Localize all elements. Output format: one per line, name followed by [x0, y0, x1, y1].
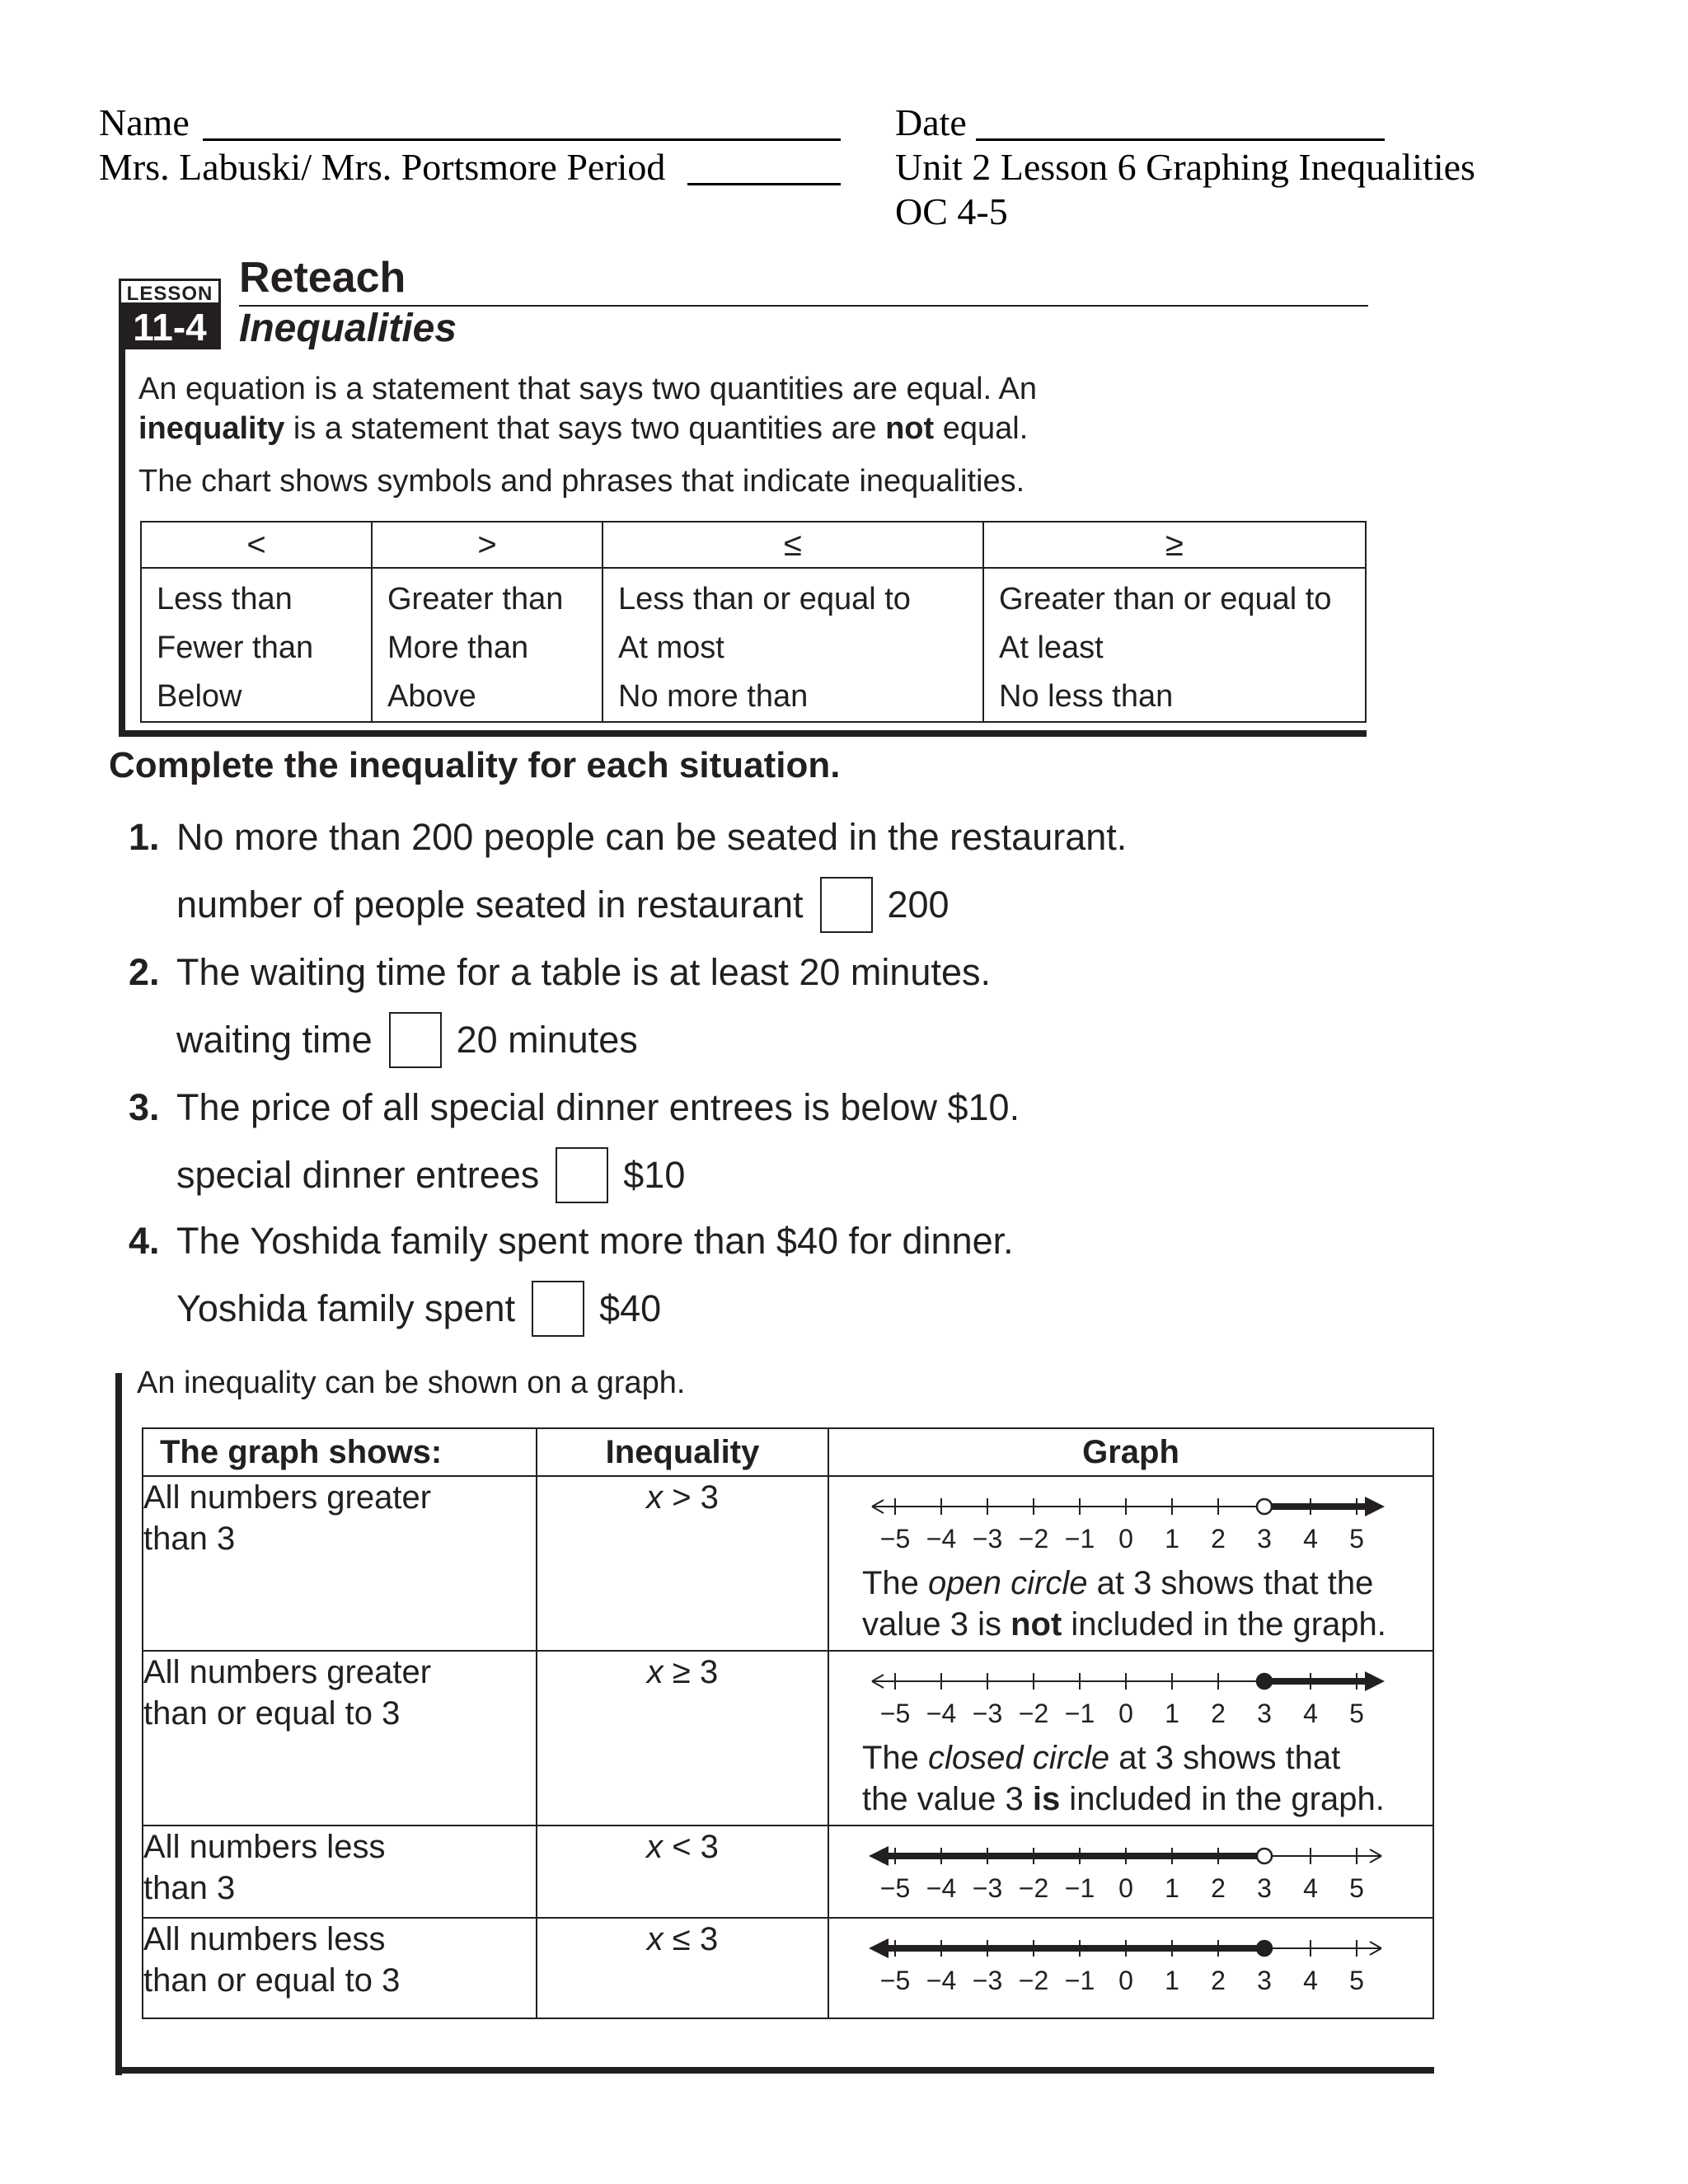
note-text: at 3 shows that — [1109, 1740, 1341, 1776]
phrase: Above — [387, 679, 476, 714]
operator: ≤ — [672, 1921, 691, 1957]
tick-label: 3 — [1257, 1524, 1272, 1554]
tick-label: −1 — [1064, 1873, 1095, 1903]
row-inequality — [537, 1651, 828, 1825]
exercise-number: 1. — [129, 816, 160, 858]
tick-label: −4 — [926, 1524, 957, 1554]
row-graph — [828, 1918, 1433, 2018]
intro-line-1: An equation is a statement that says two quantities are equal. An — [138, 372, 1038, 406]
tick-label: 3 — [1257, 1966, 1272, 1995]
tick-label: −4 — [926, 1699, 957, 1728]
phrases-greater-than — [372, 568, 603, 722]
left-bar-bottom — [115, 1373, 122, 2075]
variable: x — [646, 1654, 663, 1690]
period-blank[interactable] — [687, 183, 841, 185]
tick-label: −2 — [1018, 1966, 1049, 1995]
phrase: No more than — [618, 679, 809, 714]
lesson-number: 11-4 — [119, 305, 221, 349]
tick-label: 0 — [1118, 1873, 1133, 1903]
tick-label: 5 — [1349, 1966, 1364, 1995]
tick-label: 5 — [1349, 1873, 1364, 1903]
answer-box-3[interactable] — [556, 1147, 608, 1203]
variable: x — [646, 1479, 663, 1516]
date-label: Date — [895, 101, 967, 143]
answer-right: 200 — [887, 883, 950, 926]
phrases-less-than — [141, 568, 372, 722]
exercise-2-statement — [129, 949, 991, 996]
teachers-period: Mrs. Labuski/ Mrs. Portsmore Period — [99, 146, 666, 188]
description-line: All numbers less — [143, 1921, 386, 1957]
symbol-greater-than: > — [372, 522, 603, 568]
row-description — [143, 1651, 537, 1825]
name-label: Name — [99, 101, 190, 143]
exercise-text: The waiting time for a table is at least 20 minutes. — [176, 951, 991, 993]
exercise-3-statement — [129, 1085, 1020, 1131]
graph-row — [143, 1918, 1433, 2018]
phrase: At most — [618, 630, 724, 665]
variable: x — [646, 1921, 663, 1957]
number-line — [862, 1488, 1423, 1563]
tick-label: 2 — [1211, 1966, 1226, 1995]
number-line — [862, 1663, 1423, 1737]
lesson-title: Reteach — [239, 254, 406, 302]
graph-note — [862, 1604, 1386, 1645]
tick-label: 2 — [1211, 1873, 1226, 1903]
exercise-text: No more than 200 people can be seated in the restaurant. — [176, 816, 1128, 858]
note-text: the value 3 — [862, 1781, 1033, 1817]
inequality-term: inequality — [138, 411, 285, 446]
chart-bottom-rule — [119, 730, 1367, 737]
note-italic: closed circle — [928, 1740, 1110, 1776]
note-text: The — [862, 1740, 929, 1776]
symbol-greater-equal: ≥ — [983, 522, 1366, 568]
note-text: The — [862, 1565, 929, 1601]
exercise-number: 2. — [129, 951, 160, 993]
symbols-table — [140, 521, 1367, 723]
name-blank[interactable] — [203, 138, 841, 141]
value: 3 — [700, 1829, 719, 1865]
description-line: than or equal to 3 — [143, 1962, 401, 1999]
row-graph — [828, 1651, 1433, 1825]
description-line: than 3 — [143, 1870, 236, 1906]
exercise-4-answer — [176, 1279, 661, 1338]
exercise-1-statement — [129, 814, 1127, 860]
value: 3 — [699, 1654, 719, 1690]
description-line: All numbers greater — [143, 1654, 432, 1690]
symbol-less-than: < — [141, 522, 372, 568]
note-bold: is — [1032, 1781, 1061, 1817]
tick-label: 1 — [1165, 1873, 1179, 1903]
phrase: Less than — [157, 582, 293, 616]
tick-label: −4 — [926, 1966, 957, 1995]
tick-label: 1 — [1165, 1966, 1179, 1995]
tick-label: −3 — [972, 1699, 1003, 1728]
note-italic: open circle — [928, 1565, 1088, 1601]
tick-label: −3 — [972, 1873, 1003, 1903]
graph-intro: An inequality can be shown on a graph. — [137, 1366, 686, 1400]
row-graph — [828, 1476, 1433, 1651]
tick-label: −3 — [972, 1524, 1003, 1554]
tick-label: 2 — [1211, 1699, 1226, 1728]
exercise-text: The Yoshida family spent more than $40 for dinner. — [176, 1220, 1014, 1262]
tick-label: 0 — [1118, 1966, 1133, 1995]
tick-label: −5 — [879, 1699, 911, 1728]
tick-label: −2 — [1018, 1524, 1049, 1554]
tick-label: −5 — [879, 1873, 911, 1903]
graph-row — [143, 1651, 1433, 1825]
exercise-number: 4. — [129, 1220, 160, 1262]
answer-left: number of people seated in restaurant — [176, 883, 804, 926]
exercise-text: The price of all special dinner entrees is below $10. — [176, 1086, 1020, 1128]
answer-right: $10 — [623, 1154, 686, 1196]
tick-label: 4 — [1303, 1873, 1318, 1903]
unit-title: Unit 2 Lesson 6 Graphing Inequalities — [895, 146, 1475, 188]
oc-code: OC 4-5 — [895, 190, 1008, 232]
answer-left: waiting time — [176, 1019, 373, 1061]
tick-label: −2 — [1018, 1699, 1049, 1728]
phrase: More than — [387, 630, 529, 665]
note-text: at 3 shows that the — [1087, 1565, 1374, 1601]
solution-arrowhead — [869, 1846, 889, 1866]
symbol-less-equal: ≤ — [603, 522, 983, 568]
tick-label: −1 — [1064, 1524, 1095, 1554]
tick-label: 0 — [1118, 1699, 1133, 1728]
phrase: Greater than or equal to — [999, 582, 1332, 616]
description-line: than or equal to 3 — [143, 1695, 401, 1732]
header-graph: Graph — [828, 1428, 1433, 1476]
lesson-topic: Inequalities — [239, 307, 457, 350]
answer-box-1[interactable] — [820, 877, 873, 933]
variable: x — [646, 1829, 663, 1865]
tick-label: −5 — [879, 1966, 911, 1995]
tick-label: −3 — [972, 1966, 1003, 1995]
phrases-greater-equal — [983, 568, 1366, 722]
lesson-label: LESSON — [119, 279, 221, 305]
graph-note — [862, 1563, 1373, 1604]
graph-row — [143, 1825, 1433, 1918]
row-inequality — [537, 1825, 828, 1918]
tick-label: 4 — [1303, 1524, 1318, 1554]
row-description — [143, 1918, 537, 2018]
note-text: included in the graph. — [1060, 1781, 1385, 1817]
tick-label: 1 — [1165, 1699, 1179, 1728]
open-circle — [1257, 1499, 1272, 1514]
graph-bottom-rule — [115, 2067, 1434, 2074]
exercise-instruction: Complete the inequality for each situation. — [109, 745, 841, 785]
graph-note — [862, 1779, 1385, 1820]
solution-arrowhead — [1365, 1671, 1385, 1691]
row-graph — [828, 1825, 1433, 1918]
chart-caption: The chart shows symbols and phrases that indicate inequalities. — [138, 464, 1025, 499]
answer-right: 20 minutes — [456, 1019, 638, 1061]
header-inequality: Inequality — [537, 1428, 828, 1476]
solution-arrowhead — [869, 1938, 889, 1958]
answer-right: $40 — [599, 1287, 662, 1329]
open-circle — [1257, 1849, 1272, 1863]
description-line: All numbers greater — [143, 1479, 432, 1516]
closed-circle — [1257, 1674, 1272, 1689]
tick-label: 3 — [1257, 1699, 1272, 1728]
phrase: Below — [157, 679, 242, 714]
note-bold: not — [1010, 1606, 1062, 1643]
tick-label: 5 — [1349, 1524, 1364, 1554]
answer-box-2[interactable] — [389, 1012, 442, 1068]
intro-line-2-end: equal. — [934, 411, 1029, 446]
number-line — [862, 1930, 1423, 2004]
exercise-4-statement — [129, 1218, 1014, 1264]
row-inequality — [537, 1476, 828, 1651]
phrases-less-equal — [603, 568, 983, 722]
tick-label: 0 — [1118, 1524, 1133, 1554]
intro-line-2 — [138, 409, 1028, 448]
exercise-3-answer — [176, 1146, 685, 1205]
tick-label: −4 — [926, 1873, 957, 1903]
answer-box-4[interactable] — [532, 1281, 584, 1337]
tick-label: 5 — [1349, 1699, 1364, 1728]
tick-label: 4 — [1303, 1966, 1318, 1995]
row-description — [143, 1825, 537, 1918]
left-bar-top — [119, 349, 125, 737]
tick-label: 4 — [1303, 1699, 1318, 1728]
exercise-1-answer — [176, 875, 950, 935]
intro-line-2-mid: is a statement that says two quantities are — [284, 411, 886, 446]
tick-label: −5 — [879, 1524, 911, 1554]
answer-left: Yoshida family spent — [176, 1287, 516, 1329]
value: 3 — [699, 1921, 719, 1957]
graph-table — [142, 1427, 1434, 2019]
tick-label: −1 — [1064, 1699, 1095, 1728]
note-text: value 3 is — [862, 1606, 1011, 1643]
tick-label: −2 — [1018, 1873, 1049, 1903]
phrase: At least — [999, 630, 1104, 665]
closed-circle — [1257, 1941, 1272, 1956]
answer-left: special dinner entrees — [176, 1154, 540, 1196]
description-line: than 3 — [143, 1521, 236, 1557]
phrase: Fewer than — [157, 630, 314, 665]
solution-arrowhead — [1365, 1497, 1385, 1516]
note-text: included in the graph. — [1062, 1606, 1386, 1643]
number-line — [862, 1838, 1423, 1912]
header-graph-shows: The graph shows: — [143, 1428, 537, 1476]
phrase: Less than or equal to — [618, 582, 911, 616]
exercise-2-answer — [176, 1010, 638, 1070]
operator: ≥ — [672, 1654, 691, 1690]
description-line: All numbers less — [143, 1829, 386, 1865]
not-term: not — [885, 411, 935, 446]
exercise-number: 3. — [129, 1086, 160, 1128]
operator: < — [672, 1829, 692, 1865]
phrase: Greater than — [387, 582, 564, 616]
graph-row — [143, 1476, 1433, 1651]
tick-label: −1 — [1064, 1966, 1095, 1995]
tick-label: 3 — [1257, 1873, 1272, 1903]
row-inequality — [537, 1918, 828, 2018]
tick-label: 1 — [1165, 1524, 1179, 1554]
value: 3 — [700, 1479, 719, 1516]
row-description — [143, 1476, 537, 1651]
phrase: No less than — [999, 679, 1174, 714]
tick-label: 2 — [1211, 1524, 1226, 1554]
graph-note — [862, 1737, 1340, 1779]
date-blank[interactable] — [976, 138, 1385, 141]
operator: > — [672, 1479, 692, 1516]
